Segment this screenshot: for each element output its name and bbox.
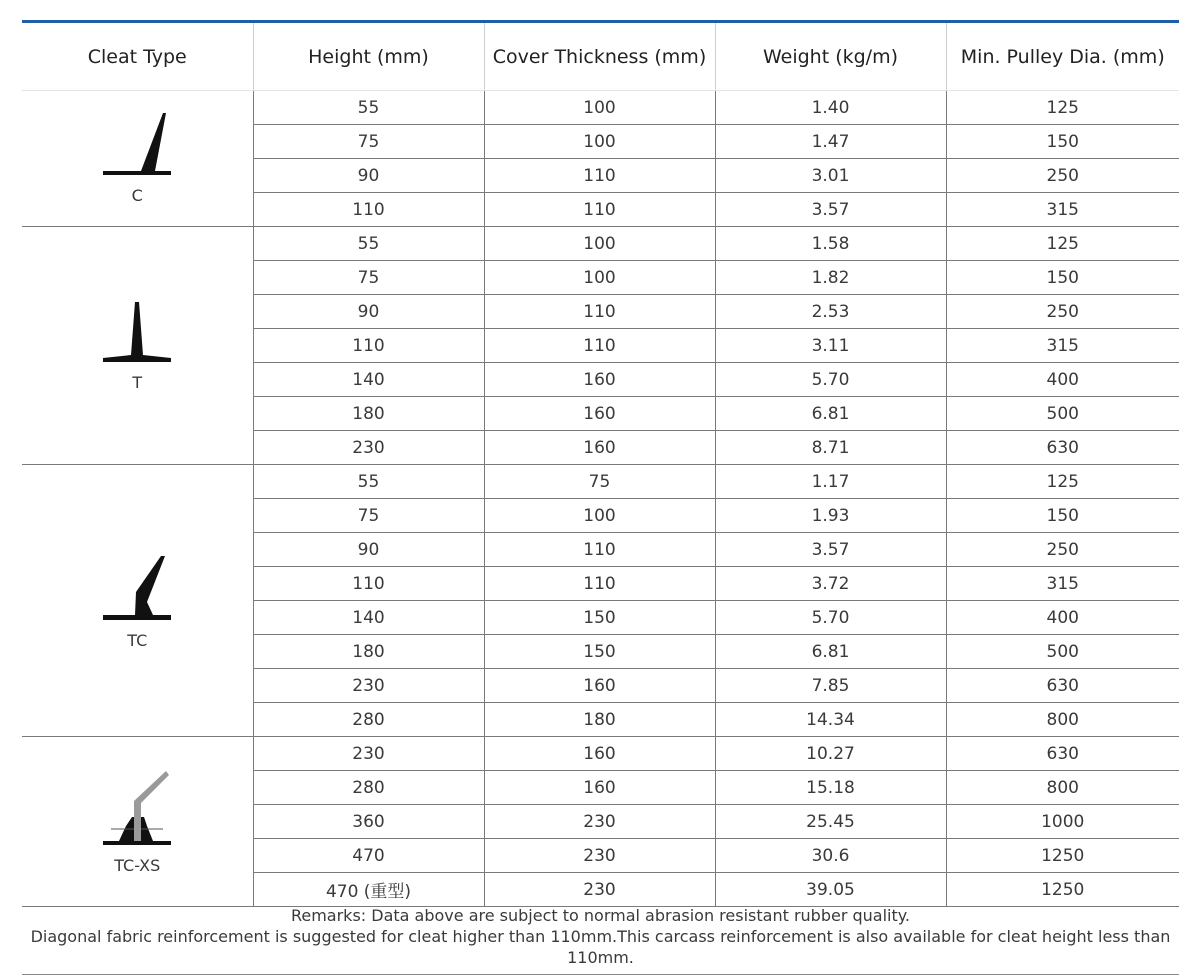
height-cell: 90 xyxy=(253,159,484,193)
weight-cell: 2.53 xyxy=(715,295,946,329)
height-cell: 470 (重型) xyxy=(253,873,484,907)
cover-thickness-cell: 160 xyxy=(484,397,715,431)
height-cell: 55 xyxy=(253,91,484,125)
cleat-type-block xyxy=(22,300,253,392)
cleat-type-cell xyxy=(22,465,253,737)
weight-cell: 6.81 xyxy=(715,397,946,431)
weight-cell: 3.11 xyxy=(715,329,946,363)
tc-cleat-profile-icon xyxy=(97,552,177,629)
height-cell: 110 xyxy=(253,193,484,227)
min-pulley-dia-cell: 315 xyxy=(946,329,1179,363)
height-cell: 230 xyxy=(253,737,484,771)
cleat-type-cell xyxy=(22,227,253,465)
table-row xyxy=(22,91,1179,125)
min-pulley-dia-cell: 630 xyxy=(946,669,1179,703)
weight-cell: 3.01 xyxy=(715,159,946,193)
height-cell: 55 xyxy=(253,227,484,261)
cover-thickness-cell: 150 xyxy=(484,601,715,635)
height-cell: 230 xyxy=(253,431,484,465)
height-cell: 75 xyxy=(253,125,484,159)
cleat-spec-table xyxy=(22,23,1179,907)
cleat-type-label: C xyxy=(131,185,143,205)
min-pulley-dia-cell: 400 xyxy=(946,363,1179,397)
weight-cell: 1.47 xyxy=(715,125,946,159)
cover-thickness-cell: 110 xyxy=(484,567,715,601)
height-cell: 75 xyxy=(253,261,484,295)
weight-cell: 5.70 xyxy=(715,363,946,397)
height-cell: 280 xyxy=(253,703,484,737)
min-pulley-dia-cell: 400 xyxy=(946,601,1179,635)
table-row xyxy=(22,465,1179,499)
cover-thickness-cell: 110 xyxy=(484,159,715,193)
weight-cell: 1.82 xyxy=(715,261,946,295)
remarks xyxy=(22,905,1179,975)
cover-thickness-cell: 100 xyxy=(484,227,715,261)
cleat-type-block xyxy=(22,769,253,875)
cover-thickness-cell: 230 xyxy=(484,805,715,839)
cover-thickness-cell: 160 xyxy=(484,771,715,805)
weight-cell: 7.85 xyxy=(715,669,946,703)
cover-thickness-cell: 150 xyxy=(484,635,715,669)
min-pulley-dia-cell: 630 xyxy=(946,431,1179,465)
weight-cell: 1.17 xyxy=(715,465,946,499)
cover-thickness-cell: 160 xyxy=(484,737,715,771)
height-cell: 110 xyxy=(253,329,484,363)
cover-thickness-cell: 230 xyxy=(484,839,715,873)
weight-cell: 10.27 xyxy=(715,737,946,771)
cleat-type-cell xyxy=(22,91,253,227)
weight-cell: 3.57 xyxy=(715,533,946,567)
cover-thickness-cell: 100 xyxy=(484,91,715,125)
weight-cell: 15.18 xyxy=(715,771,946,805)
cover-thickness-cell: 100 xyxy=(484,261,715,295)
cover-thickness-cell: 75 xyxy=(484,465,715,499)
weight-cell: 3.57 xyxy=(715,193,946,227)
min-pulley-dia-cell: 125 xyxy=(946,465,1179,499)
height-cell: 360 xyxy=(253,805,484,839)
weight-cell: 5.70 xyxy=(715,601,946,635)
height-cell: 55 xyxy=(253,465,484,499)
min-pulley-dia-cell: 630 xyxy=(946,737,1179,771)
weight-cell: 30.6 xyxy=(715,839,946,873)
cover-thickness-cell: 110 xyxy=(484,329,715,363)
min-pulley-dia-cell: 150 xyxy=(946,125,1179,159)
cover-thickness-cell: 100 xyxy=(484,125,715,159)
header-cleat-type: Cleat Type xyxy=(22,23,253,91)
cover-thickness-cell: 230 xyxy=(484,873,715,907)
t-cleat-profile-icon xyxy=(97,300,177,371)
cover-thickness-cell: 110 xyxy=(484,533,715,567)
min-pulley-dia-cell: 800 xyxy=(946,703,1179,737)
weight-cell: 1.58 xyxy=(715,227,946,261)
cover-thickness-cell: 110 xyxy=(484,193,715,227)
c-cleat-profile-icon xyxy=(97,113,177,184)
min-pulley-dia-cell: 1000 xyxy=(946,805,1179,839)
cleat-type-block xyxy=(22,113,253,205)
cover-thickness-cell: 100 xyxy=(484,499,715,533)
cover-thickness-cell: 180 xyxy=(484,703,715,737)
weight-cell: 1.93 xyxy=(715,499,946,533)
min-pulley-dia-cell: 1250 xyxy=(946,839,1179,873)
min-pulley-dia-cell: 1250 xyxy=(946,873,1179,907)
height-cell: 470 xyxy=(253,839,484,873)
remarks-line-2: Diagonal fabric reinforcement is suggested for cleat higher than 110mm.This carcass reinforcement is also available for cleat height less than 110mm. xyxy=(30,927,1171,967)
min-pulley-dia-cell: 250 xyxy=(946,159,1179,193)
min-pulley-dia-cell: 125 xyxy=(946,227,1179,261)
height-cell: 230 xyxy=(253,669,484,703)
cleat-type-label: TC xyxy=(127,630,148,650)
weight-cell: 25.45 xyxy=(715,805,946,839)
cover-thickness-cell: 160 xyxy=(484,363,715,397)
min-pulley-dia-cell: 250 xyxy=(946,295,1179,329)
weight-cell: 1.40 xyxy=(715,91,946,125)
min-pulley-dia-cell: 250 xyxy=(946,533,1179,567)
cover-thickness-cell: 110 xyxy=(484,295,715,329)
table-body xyxy=(22,91,1179,907)
weight-cell: 14.34 xyxy=(715,703,946,737)
weight-cell: 8.71 xyxy=(715,431,946,465)
header-weight: Weight (kg/m) xyxy=(715,23,946,91)
min-pulley-dia-cell: 150 xyxy=(946,261,1179,295)
cleat-type-label: T xyxy=(132,372,143,392)
min-pulley-dia-cell: 125 xyxy=(946,91,1179,125)
height-cell: 140 xyxy=(253,363,484,397)
height-cell: 90 xyxy=(253,295,484,329)
cleat-type-label: TC-XS xyxy=(114,855,161,875)
cleat-type-cell xyxy=(22,737,253,907)
cover-thickness-cell: 160 xyxy=(484,431,715,465)
min-pulley-dia-cell: 500 xyxy=(946,635,1179,669)
min-pulley-dia-cell: 315 xyxy=(946,193,1179,227)
weight-cell: 6.81 xyxy=(715,635,946,669)
min-pulley-dia-cell: 500 xyxy=(946,397,1179,431)
header-row xyxy=(22,23,1179,91)
height-cell: 180 xyxy=(253,635,484,669)
min-pulley-dia-cell: 315 xyxy=(946,567,1179,601)
table-row xyxy=(22,227,1179,261)
header-min-pulley-dia: Min. Pulley Dia. (mm) xyxy=(946,23,1179,91)
height-cell: 90 xyxy=(253,533,484,567)
cover-thickness-cell: 160 xyxy=(484,669,715,703)
height-cell: 140 xyxy=(253,601,484,635)
weight-cell: 39.05 xyxy=(715,873,946,907)
remarks-line-1: Remarks: Data above are subject to normal abrasion resistant rubber quality. xyxy=(290,906,911,925)
cleat-type-block xyxy=(22,552,253,650)
table-row xyxy=(22,737,1179,771)
min-pulley-dia-cell: 800 xyxy=(946,771,1179,805)
height-cell: 180 xyxy=(253,397,484,431)
header-cover-thickness: Cover Thickness (mm) xyxy=(484,23,715,91)
min-pulley-dia-cell: 150 xyxy=(946,499,1179,533)
tc-xs-cleat-profile-icon xyxy=(97,769,177,854)
weight-cell: 3.72 xyxy=(715,567,946,601)
height-cell: 110 xyxy=(253,567,484,601)
header-height: Height (mm) xyxy=(253,23,484,91)
height-cell: 75 xyxy=(253,499,484,533)
height-cell: 280 xyxy=(253,771,484,805)
